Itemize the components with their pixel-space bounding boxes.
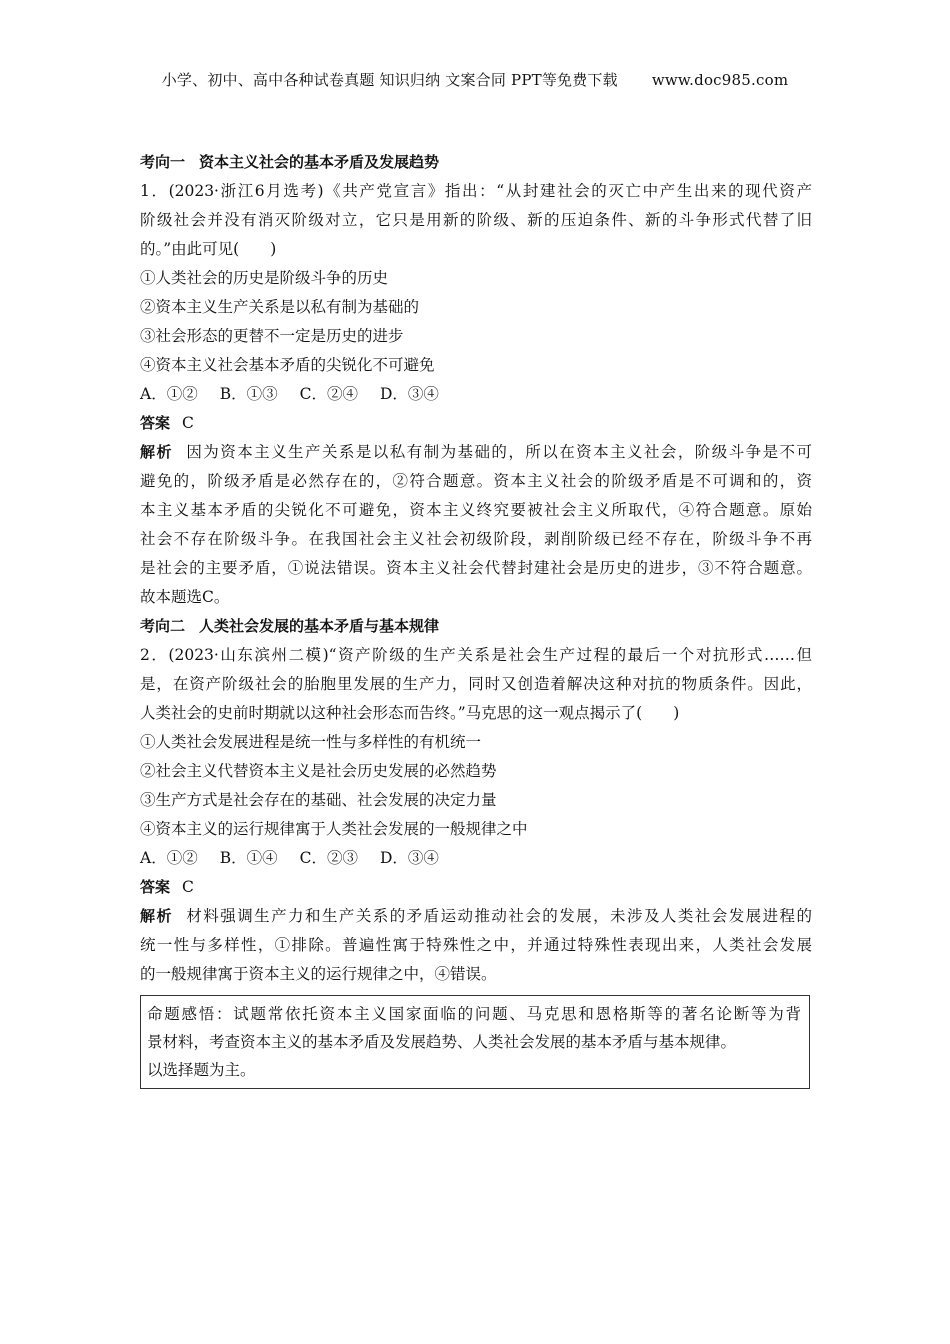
question-stem-line: 1．(2023·浙江6月选考)《共产党宣言》指出：“从封建社会的灭亡中产生出来的现代资产 bbox=[140, 182, 812, 200]
option-d: D．③④ bbox=[379, 849, 439, 867]
note-line: 景材料，考查资本主义的基本矛盾及发展趋势、人类社会发展的基本矛盾与基本规律。 bbox=[147, 1033, 737, 1051]
statement-item: ④资本主义社会基本矛盾的尖锐化不可避免 bbox=[140, 356, 435, 374]
option-a: A．①② bbox=[140, 849, 198, 867]
option-d: D．③④ bbox=[379, 385, 439, 403]
answer-value: C bbox=[182, 878, 194, 896]
analysis-line: 避免的，阶级矛盾是必然存在的，②符合题意。资本主义社会的阶级矛盾是不可调和的，资 bbox=[140, 472, 812, 490]
analysis-line: 社会不存在阶级斗争。在我国社会主义社会初级阶段，剥削阶级已经不存在，阶级斗争不再 bbox=[140, 530, 812, 548]
option-b: B．①④ bbox=[219, 849, 278, 867]
analysis-text: 因为资本主义生产关系是以私有制为基础的，所以在资本主义社会，阶级斗争是不可 bbox=[184, 443, 812, 461]
analysis-label: 解析 bbox=[140, 907, 173, 925]
option-b: B．①③ bbox=[219, 385, 278, 403]
option-a: A．①② bbox=[140, 385, 198, 403]
statement-item: ①人类社会的历史是阶级斗争的历史 bbox=[140, 269, 389, 287]
header-url[interactable]: www.doc985.com bbox=[651, 71, 789, 89]
analysis-line: 是社会的主要矛盾，①说法错误。资本主义社会代替封建社会是历史的进步，③不符合题意。 bbox=[140, 559, 812, 577]
analysis-line: 的一般规律寓于资本主义的运行规律之中，④错误。 bbox=[140, 965, 497, 983]
analysis-line bbox=[140, 902, 812, 931]
section-title: 资本主义社会的基本矛盾及发展趋势 bbox=[199, 153, 440, 171]
analysis-line: 本主义基本矛盾的尖锐化不可避免，资本主义终究要被社会主义所取代，④符合题意。原始 bbox=[140, 501, 812, 519]
document-body bbox=[140, 148, 812, 1089]
section-heading-1 bbox=[140, 148, 812, 177]
section-heading-2 bbox=[140, 612, 812, 641]
option-c: C．②④ bbox=[299, 385, 358, 403]
section-title: 人类社会发展的基本矛盾与基本规律 bbox=[199, 617, 440, 635]
question-stem-line: 是，在资产阶级社会的胎胞里发展的生产力，同时又创造着解决这种对抗的物质条件。因此， bbox=[140, 675, 812, 693]
page-header bbox=[0, 69, 950, 90]
answer-label: 答案 bbox=[140, 878, 171, 896]
answer-options bbox=[140, 844, 812, 873]
statement-item: ③社会形态的更替不一定是历史的进步 bbox=[140, 327, 404, 345]
answer-line bbox=[140, 409, 812, 438]
answer-line bbox=[140, 873, 812, 902]
note-line: 命题感悟：试题常依托资本主义国家面临的问题、马克思和恩格斯等的著名论断等为背 bbox=[147, 1005, 801, 1023]
question-stem-line: 的。”由此可见( ) bbox=[140, 240, 277, 258]
question-stem-line: 2．(2023·山东滨州二模)“资产阶级的生产关系是社会生产过程的最后一个对抗形式……但 bbox=[140, 646, 812, 664]
analysis-line bbox=[140, 438, 812, 467]
question-stem-line: 人类社会的史前时期就以这种社会形态而告终。”马克思的这一观点揭示了( ) bbox=[140, 704, 680, 722]
analysis-line: 故本题选C。 bbox=[140, 588, 230, 606]
statement-item: ②资本主义生产关系是以私有制为基础的 bbox=[140, 298, 420, 316]
answer-label: 答案 bbox=[140, 414, 171, 432]
option-c: C．②③ bbox=[299, 849, 358, 867]
analysis-line: 统一性与多样性，①排除。普遍性寓于特殊性之中，并通过特殊性表现出来，人类社会发展 bbox=[140, 936, 812, 954]
question-stem-line: 阶级社会并没有消灭阶级对立，它只是用新的阶级、新的压迫条件、新的斗争形式代替了旧 bbox=[140, 211, 812, 229]
insight-note-box bbox=[140, 995, 810, 1089]
header-text: 小学、初中、高中各种试卷真题 知识归纳 文案合同 PPT等免费下载 bbox=[161, 71, 618, 89]
analysis-label: 解析 bbox=[140, 443, 173, 461]
statement-item: ②社会主义代替资本主义是社会历史发展的必然趋势 bbox=[140, 762, 497, 780]
analysis-text: 材料强调生产力和生产关系的矛盾运动推动社会的发展，未涉及人类社会发展进程的 bbox=[184, 907, 812, 925]
statement-item: ④资本主义的运行规律寓于人类社会发展的一般规律之中 bbox=[140, 820, 528, 838]
note-line: 以选择题为主。 bbox=[147, 1061, 256, 1079]
statement-item: ①人类社会发展进程是统一性与多样性的有机统一 bbox=[140, 733, 482, 751]
section-label: 考向一 bbox=[140, 153, 186, 171]
section-label: 考向二 bbox=[140, 617, 186, 635]
answer-value: C bbox=[182, 414, 194, 432]
answer-options bbox=[140, 380, 812, 409]
statement-item: ③生产方式是社会存在的基础、社会发展的决定力量 bbox=[140, 791, 497, 809]
